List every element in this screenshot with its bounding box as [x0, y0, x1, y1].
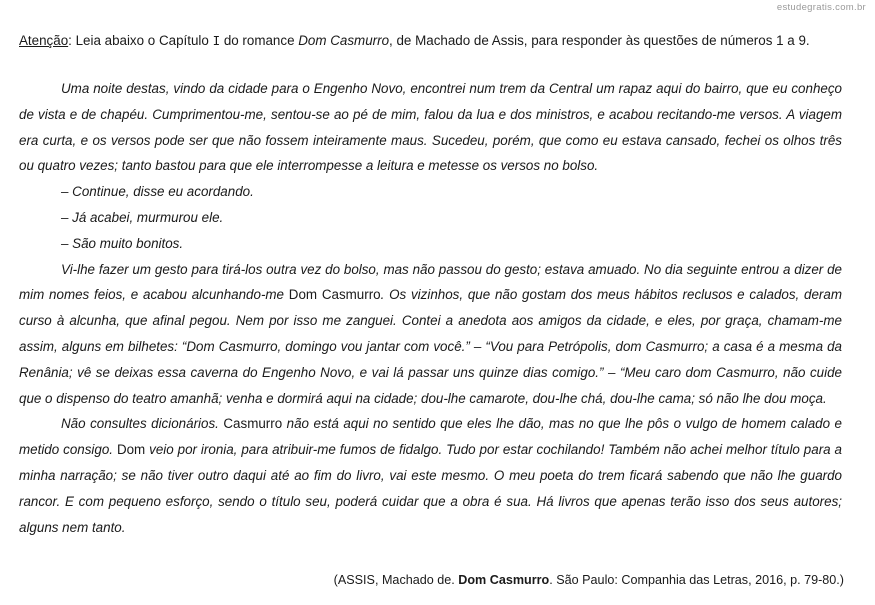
paragraph-3 [19, 411, 842, 540]
paragraph-1: Uma noite destas, vindo da cidade para o Engenho Novo, encontrei num trem da Central um rapaz aqui do bairro, que eu conheço de vista e de chapéu. Cumprimentou-me, sentou-se ao pé de mim, falou da lua e dos ministros, e acabou recitando-me versos. A viagem era curta, e os versos pode ser que não fossem inteiramente maus. Sucedeu, porém, que como eu estava cansado, fechei os olhos três ou quatro vezes; tanto bastou para que ele interrompesse a leitura e metesse os versos no bolso. [19, 81, 842, 174]
paragraph-2 [19, 257, 842, 412]
chapter-number: I [212, 33, 221, 48]
paragraph-2-text-b: . Os vizinhos, que não gostam dos meus hábitos reclusos e calados, deram curso à alcunha, que afinal pegou. Nem por isso me zanguei. Contei a anedota aos amigos da cidade, e eles, por graça, chamam-me assim, alguns em bilhetes: “Dom Casmurro, domingo vou jantar com você.” – “Vou para Petrópolis, dom Casmurro; a casa é a mesma da Renânia; vê se deixas essa caverna do Engenho Novo, e vai lá passar uns quinze dias comigo.” – “Meu caro dom Casmurro, não cuide que o dispenso do teatro amanhã; venha e dormirá aqui na cidade; dou-lhe camarote, dou-lhe chá, dou-lhe cama; só não lhe dou moça. [19, 287, 842, 406]
instruction-text-b: do romance [220, 33, 299, 48]
citation [334, 573, 844, 587]
passage [19, 76, 842, 540]
nickname-upright: Dom Casmurro [288, 287, 381, 303]
paragraph-3-text-b: não está aqui no sentido que eles lhe dão, mas no que lhe pôs o vulgo de homem calado e metido consigo. [19, 416, 842, 458]
citation-pre: (ASSIS, Machado de. [333, 573, 459, 587]
paragraph-3-text-a: Não consultes dicionários. [61, 416, 224, 432]
dialogue-line-1: – Continue, disse eu acordando. [61, 184, 254, 200]
attention-label: Atenção [19, 33, 69, 48]
instruction-text-a: : Leia abaixo o Capítulo [68, 33, 213, 48]
dom-upright: Dom [116, 442, 146, 458]
instruction-line [19, 33, 859, 48]
site-watermark: estudegratis.com.br [776, 2, 866, 13]
paragraph-3-text-c: veio por ironia, para atribuir-me fumos de fidalgo. Tudo por estar cochilando! Também não achei melhor título para a minha narração; se não tiver outro daqui até ao fim do livro, vai este mesmo. O meu poeta do trem ficará sabendo que não lhe guardo rancor. E com pequeno esforço, sendo o título seu, poderá cuidar que a obra é sua. Há livros que apenas terão isso dos seus autores; alguns nem tanto. [19, 442, 842, 535]
paragraph-2-text-a: Vi-lhe fazer um gesto para tirá-los outra vez do bolso, mas não passou do gesto; estava amuado. No dia seguinte entrou a dizer de mim nomes feios, e acabou alcunhando-me [19, 261, 842, 303]
dialogue-line-3: – São muito bonitos. [61, 235, 184, 251]
casmurro-upright: Casmurro [223, 416, 283, 432]
citation-post: . São Paulo: Companhia das Letras, 2016, p. 79-80.) [549, 573, 844, 587]
citation-title: Dom Casmurro [458, 573, 550, 587]
work-title: Dom Casmurro [298, 33, 390, 48]
dialogue-line-2: – Já acabei, murmurou ele. [61, 209, 224, 225]
instruction-text-c: , de Machado de Assis, para responder às questões de números 1 a 9. [389, 33, 810, 48]
